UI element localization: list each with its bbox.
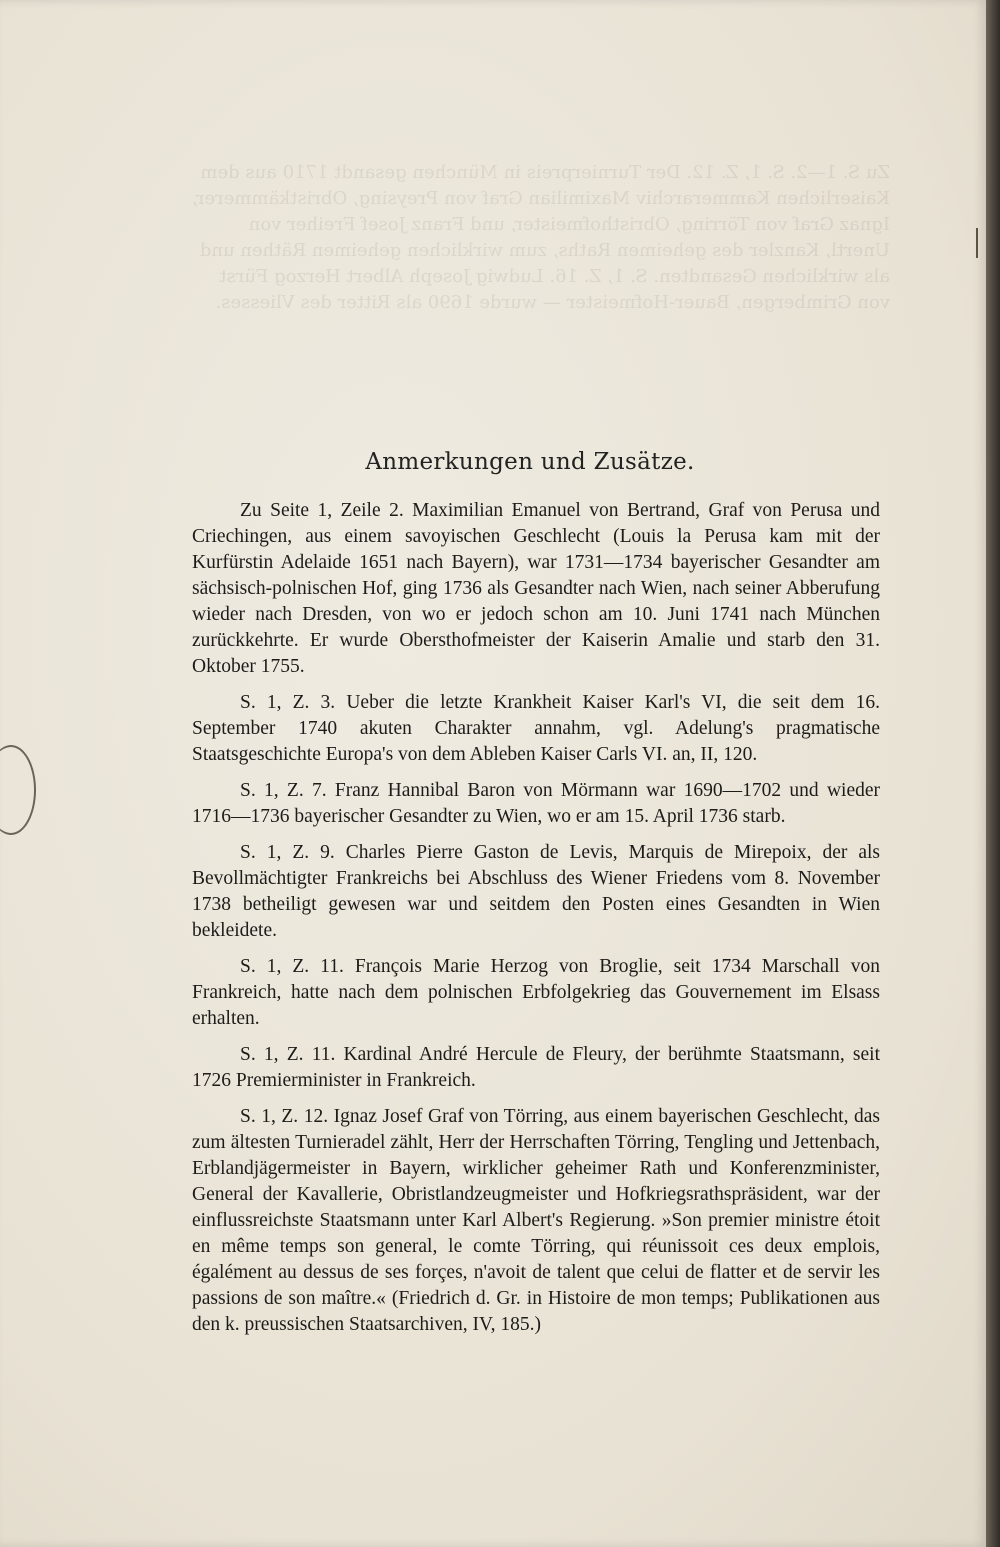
scan-edge <box>986 0 1000 1547</box>
note-paragraph: S. 1, Z. 9. Charles Pierre Gaston de Levis, Marquis de Mirepoix, der als Bevollmächtigter Frankreichs bei Abschluss des Wiener Friedens vom 8. November 1738 betheiligt gewesen war und seitdem den Posten eines Gesandten in Wien bekleidete. <box>192 842 880 941</box>
notes-body <box>192 498 880 1348</box>
note-paragraph: S. 1, Z. 7. Franz Hannibal Baron von Mörmann war 1690—1702 und wieder 1716—1736 bayerischer Gesandter zu Wien, wo er am 15. April 1736 starb. <box>192 780 880 827</box>
page-title: Anmerkungen und Zusätze. <box>365 449 695 475</box>
note-paragraph: S. 1, Z. 11. Kardinal André Hercule de Fleury, der berühmte Staatsmann, seit 1726 Premierminister in Frankreich. <box>192 1044 880 1091</box>
page-tab-mark <box>0 745 36 835</box>
note-paragraph: S. 1, Z. 11. François Marie Herzog von Broglie, seit 1734 Marschall von Frankreich, hatte nach dem polnischen Erbfolgekrieg das Gouvernement im Elsass erhalten. <box>192 956 880 1029</box>
bleed-through-text: Zu S. 1—2. S. 1, Z. 12. Der Turnierpreis in München gesandt 1710 aus dem Kaiserlichen Kammerarchiv Maximilian Graf von Preysing, Obristkämmerer, Ignaz Graf von Törring, Obristhofmeister, und Franz Josef Freiher von Unertl, Kanzler des geheimen Raths, zum wirklichen geheimen Räthen und als wirklichen Gesandten. S. 1, Z. 16. Ludwig Joseph Albert Herzog Fürst von Grimbergen, Bauer-Hofmeister — wurde 1690 als Ritter des Vliesses. <box>192 162 890 313</box>
note-paragraph: S. 1, Z. 3. Ueber die letzte Krankheit Kaiser Karl's VI, die seit dem 16. September 1740 akuten Charakter annahm, vgl. Adelung's pragmatische Staatsgeschichte Europa's von dem Ableben Kaiser Carls VI. an, II, 120. <box>192 692 880 765</box>
margin-bracket-mark <box>976 228 984 258</box>
note-paragraph: Zu Seite 1, Zeile 2. Maximilian Emanuel von Bertrand, Graf von Perusa und Criechingen, aus einem savoyischen Geschlecht (Louis la Perusa kam mit der Kurfürstin Adelaide 1651 nach Bayern), war 1731—1734 bayerischer Gesandter am sächsisch-polnischen Hof, ging 1736 als Gesandter nach Wien, nach seiner Abberufung wieder nach Dresden, von wo er jedoch schon am 10. Juni 1741 nach München zurückkehrte. Er wurde Obersthofmeister der Kaiserin Amalie und starb den 31. Oktober 1755. <box>192 500 880 677</box>
note-paragraph: S. 1, Z. 12. Ignaz Josef Graf von Törring, aus einem bayerischen Geschlecht, das zum ältesten Turnieradel zählt, Herr der Herrschaften Törring, Tengling und Jettenbach, Erblandjägermeister in Bayern, wirklicher geheimer Rath und Konferenzminister, General der Kavallerie, Obristlandzeugmeister und Hofkriegsrathspräsident, war der einflussreichste Staatsmann unter Karl Albert's Regierung. »Son premier ministre étoit en même temps son general, le comte Törring, qui réunissoit ces deux emplois, égalément au dessus de ses forçes, n'avoit de talent que celui de flatter et de servir les passions de son maître.« (Friedrich d. Gr. in Histoire de mon temps; Publikationen aus den k. preussischen Staatsarchiven, IV, 185.) <box>192 1106 880 1335</box>
